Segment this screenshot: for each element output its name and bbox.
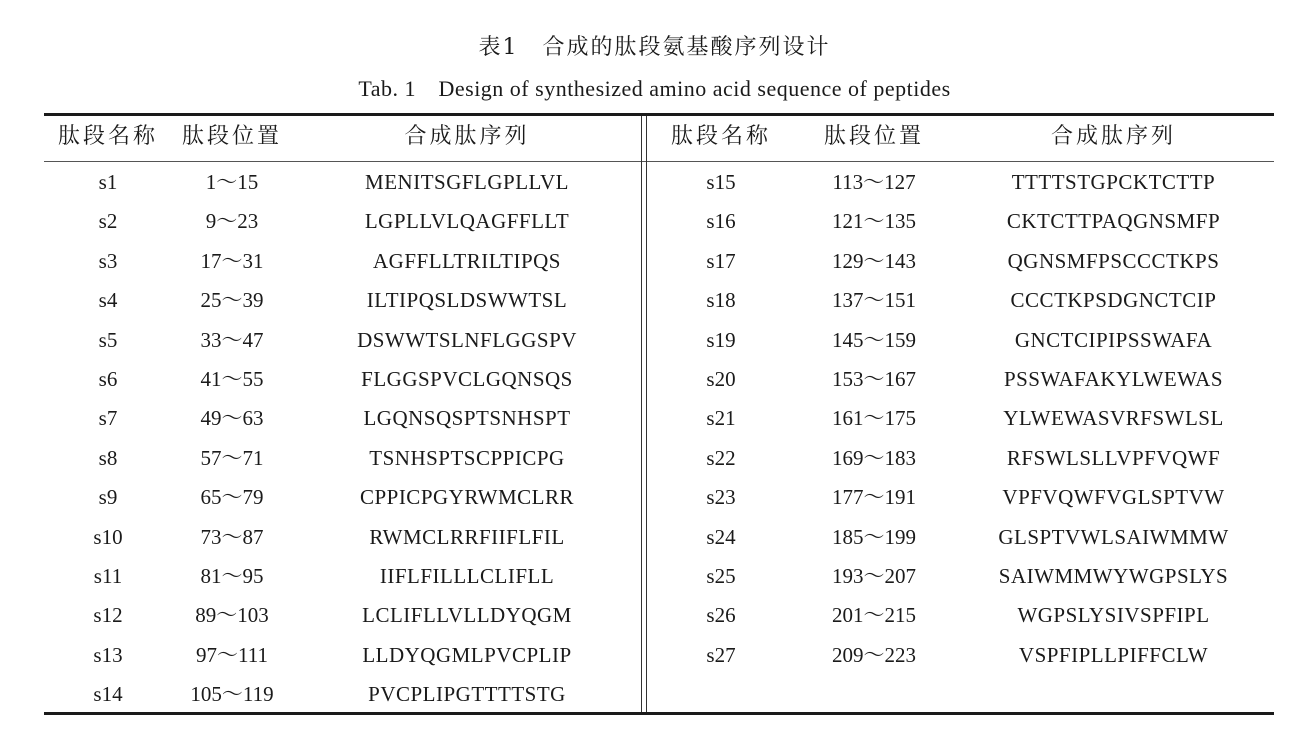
peptide-name-cell: s15 xyxy=(706,170,736,194)
table-bottom-rule xyxy=(44,712,1274,715)
peptide-sequence-cell: VPFVQWFVGLSPTVW xyxy=(1002,485,1225,509)
peptide-sequence-cell: PVCPLIPGTTTTSTG xyxy=(368,682,566,706)
header-peptide-name: 肽段名称 xyxy=(57,124,158,149)
peptide-name-cell: s19 xyxy=(706,328,736,352)
peptide-position-cell: 25～39 xyxy=(200,288,264,312)
peptide-name-cell: s2 xyxy=(98,209,118,233)
peptide-position-cell: 169～183 xyxy=(832,446,916,470)
peptide-position-cell: 129～143 xyxy=(832,249,916,273)
peptide-position-cell: 33～47 xyxy=(200,328,264,352)
peptide-sequence-cell: LGQNSQSPTSNHSPT xyxy=(363,406,571,430)
peptide-name-cell: s14 xyxy=(93,682,123,706)
header-peptide-name: 肽段名称 xyxy=(670,124,771,149)
peptide-position-cell: 161～175 xyxy=(832,406,916,430)
peptide-name-cell: s21 xyxy=(706,406,736,430)
peptide-name-cell: s11 xyxy=(93,564,123,588)
peptide-position-cell: 65～79 xyxy=(200,485,264,509)
peptide-sequence-cell: IIFLFILLLCLIFLL xyxy=(379,564,555,588)
peptide-sequence-cell: CKTCTTPAQGNSMFP xyxy=(1006,209,1221,233)
peptide-name-cell: s5 xyxy=(98,328,118,352)
peptide-name-cell: s8 xyxy=(98,446,118,470)
peptide-position-cell: 113～127 xyxy=(832,170,916,194)
peptide-name-cell: s20 xyxy=(706,367,736,391)
peptide-position-cell: 73～87 xyxy=(200,525,264,549)
peptide-position-cell: 81～95 xyxy=(200,564,264,588)
peptide-position-cell: 49～63 xyxy=(200,406,264,430)
peptide-name-cell: s23 xyxy=(706,485,736,509)
peptide-sequence-cell: SAIWMMWYWGPSLYS xyxy=(998,564,1229,588)
peptide-name-cell: s27 xyxy=(706,643,736,667)
peptide-name-cell: s18 xyxy=(706,288,736,312)
peptide-sequence-cell: LLDYQGMLPVCPLIP xyxy=(362,643,572,667)
peptide-sequence-cell: GLSPTVWLSAIWMMW xyxy=(998,525,1229,549)
peptide-position-cell: 17～31 xyxy=(200,249,264,273)
peptide-position-cell: 201～215 xyxy=(832,603,916,627)
peptide-position-cell: 9～23 xyxy=(205,209,259,233)
peptide-sequence-table xyxy=(44,113,1274,715)
header-peptide-position: 肽段位置 xyxy=(181,124,282,149)
peptide-name-cell: s12 xyxy=(93,603,123,627)
peptide-position-cell: 137～151 xyxy=(832,288,916,312)
peptide-name-cell: s3 xyxy=(98,249,118,273)
peptide-position-cell: 209～223 xyxy=(832,643,916,667)
table-title-english: Tab. 1 Design of synthesized amino acid sequence of peptides xyxy=(358,76,951,101)
peptide-position-cell: 1～15 xyxy=(205,170,259,194)
peptide-sequence-cell: FLGGSPVCLGQNSQS xyxy=(361,367,573,391)
peptide-name-cell: s25 xyxy=(706,564,736,588)
peptide-position-cell: 153～167 xyxy=(832,367,916,391)
peptide-sequence-cell: MENITSGFLGPLLVL xyxy=(365,170,569,194)
header-synthetic-sequence: 合成肽序列 xyxy=(1050,124,1176,149)
peptide-position-cell: 97～111 xyxy=(196,643,268,667)
peptide-name-cell: s24 xyxy=(706,525,736,549)
peptide-name-cell: s4 xyxy=(98,288,118,312)
peptide-sequence-cell: ILTIPQSLDSWWTSL xyxy=(366,288,568,312)
peptide-sequence-cell: LGPLLVLQAGFFLLT xyxy=(364,209,570,233)
table-title-chinese: 表1 合成的肽段氨基酸序列设计 xyxy=(478,35,831,60)
peptide-name-cell: s17 xyxy=(706,249,736,273)
peptide-sequence-cell: CCCTKPSDGNCTCIP xyxy=(1010,288,1217,312)
peptide-name-cell: s16 xyxy=(706,209,736,233)
peptide-name-cell: s6 xyxy=(98,367,118,391)
peptide-position-cell: 57～71 xyxy=(200,446,264,470)
peptide-name-cell: s7 xyxy=(98,406,118,430)
peptide-position-cell: 185～199 xyxy=(832,525,916,549)
peptide-sequence-cell: RWMCLRRFIIFLFIL xyxy=(369,525,565,549)
peptide-name-cell: s1 xyxy=(98,170,118,194)
peptide-position-cell: 121～135 xyxy=(832,209,916,233)
peptide-name-cell: s10 xyxy=(93,525,123,549)
peptide-sequence-cell: DSWWTSLNFLGGSPV xyxy=(357,328,577,352)
peptide-name-cell: s9 xyxy=(98,485,118,509)
header-peptide-position: 肽段位置 xyxy=(823,124,924,149)
peptide-sequence-cell: CPPICPGYRWMCLRR xyxy=(359,485,575,509)
peptide-name-cell: s26 xyxy=(706,603,736,627)
peptide-position-cell: 177～191 xyxy=(832,485,916,509)
peptide-sequence-cell: RFSWLSLLVPFVQWF xyxy=(1006,446,1221,470)
peptide-position-cell: 105～119 xyxy=(190,682,274,706)
peptide-position-cell: 89～103 xyxy=(195,603,269,627)
peptide-name-cell: s22 xyxy=(706,446,736,470)
peptide-position-cell: 41～55 xyxy=(200,367,264,391)
peptide-position-cell: 193～207 xyxy=(832,564,916,588)
peptide-sequence-cell: QGNSMFPSCCCTKPS xyxy=(1007,249,1220,273)
peptide-name-cell: s13 xyxy=(93,643,123,667)
peptide-sequence-cell: YLWEWASVRFSWLSL xyxy=(1003,406,1224,430)
peptide-sequence-cell: TSNHSPTSCPPICPG xyxy=(369,446,565,470)
peptide-sequence-cell: PSSWAFAKYLWEWAS xyxy=(1003,367,1224,391)
peptide-sequence-cell: TTTTSTGPCKTCTTP xyxy=(1011,170,1216,194)
peptide-sequence-cell: AGFFLLTRILTIPQS xyxy=(373,249,561,273)
peptide-position-cell: 145～159 xyxy=(832,328,916,352)
peptide-sequence-cell: WGPSLYSIVSPFIPL xyxy=(1017,603,1210,627)
peptide-sequence-cell: VSPFIPLLPIFFCLW xyxy=(1018,643,1209,667)
peptide-sequence-cell: GNCTCIPIPSSWAFA xyxy=(1014,328,1213,352)
header-synthetic-sequence: 合成肽序列 xyxy=(404,124,530,149)
table-header-rule xyxy=(44,161,1274,162)
peptide-sequence-cell: LCLIFLLVLLDYQGM xyxy=(362,603,572,627)
table-top-rule xyxy=(44,113,1274,116)
